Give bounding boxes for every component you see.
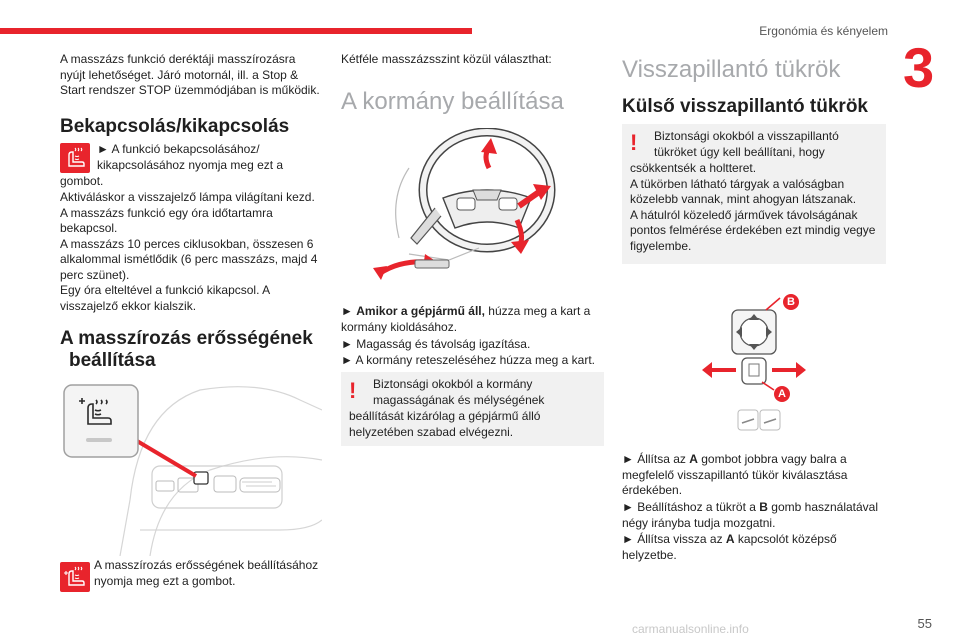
- seat-massage-illustration: [60, 380, 322, 556]
- intensity-caption-line2: nyomja meg ezt a gombot.: [94, 574, 236, 588]
- step3-text-c: kapcsolót középső helyzetbe.: [622, 532, 837, 562]
- step3-key: A: [725, 532, 735, 546]
- mirror-step1: [622, 452, 888, 499]
- note-line1: Biztonsági okokból a visszapillantó: [654, 129, 839, 143]
- massage-seat-icon: [60, 562, 90, 592]
- step-marker: ►: [341, 304, 353, 318]
- external-mirrors-heading: Külső visszapillantó tükrök: [622, 96, 868, 117]
- step1-rest: húzza meg a kart a kormány kioldásához.: [341, 304, 591, 334]
- step3-text-a: ► Állítsa vissza az: [622, 532, 726, 546]
- onoff-line1: ► A funkció bekapcsolásához/: [97, 142, 260, 156]
- steering-step3: ► A kormány reteszeléséhez húzza meg a kart.: [341, 353, 595, 367]
- massage-seat-icon: [60, 143, 90, 173]
- note-line1: Biztonsági okokból a kormány: [373, 377, 533, 391]
- mirror-control-illustration: [702, 290, 882, 440]
- intensity-heading-line2: beállítása: [69, 350, 156, 371]
- note-rest: csökkentsék a holtteret. A tükörben látható tárgyak a valóságban közelebb vannak, mint ahogyan látszanak. A hátulról közeledő járművek távolságának pontos felmérése érdekében ezt mindig vegye figyelembe.: [630, 161, 876, 253]
- chapter-number: 3: [903, 36, 935, 99]
- massage-intro: A masszázs funkció deréktáji masszírozásra nyújt lehetőséget. Járó motornál, ill. a Stop & Start rendszer STOP üzemmódjában is működik.: [60, 52, 320, 97]
- note-rest: beállítását kizárólag a gépjármű álló helyzetében szabad elvégezni.: [349, 409, 541, 439]
- label-a-badge: A: [774, 386, 790, 402]
- mirrors-heading: Visszapillantó tükrök: [622, 56, 841, 83]
- steering-step1: [341, 304, 604, 335]
- steering-step2: ► Magasság és távolság igazítása.: [341, 337, 531, 351]
- step1-bold: Amikor a gépjármű áll,: [356, 304, 485, 318]
- label-b-badge: B: [783, 294, 799, 310]
- note-line2: magasságának és mélységének: [373, 393, 545, 407]
- step1-text-a: ► Állítsa az: [622, 452, 690, 466]
- steering-wheel-illustration: [369, 128, 579, 282]
- step1-key: A: [689, 452, 698, 466]
- mirror-step3: [622, 532, 888, 563]
- step2-text-a: ► Beállításhoz a tükröt a: [622, 500, 760, 514]
- onoff-description: Aktiváláskor a visszajelző lámpa világítani kezd. A masszázs funkció egy óra időtartamra bekapcsol. A masszázs 10 perces ciklusokban, összesen 6 alkalommal ismétlődik (6 perc masszázs, majd 4 perc szünet). Egy óra elteltével a funkció kikapcsol. A visszajelző ekkor kialszik.: [60, 190, 318, 313]
- intensity-caption-line1: A masszírozás erősségének beállításához: [94, 558, 319, 572]
- onoff-line3: gombot.: [60, 174, 104, 188]
- page-number: 55: [917, 616, 932, 631]
- massage-levels-intro: Kétféle masszázsszint közül választhat:: [341, 52, 552, 66]
- mirror-step2: [622, 500, 888, 531]
- onoff-heading: Bekapcsolás/kikapcsolás: [60, 116, 290, 137]
- onoff-line2: kikapcsolásához nyomja meg ezt a: [97, 158, 284, 172]
- steering-safety-note: [341, 372, 604, 446]
- warning-exclamation-icon: !: [349, 378, 357, 403]
- step2-text-c: gomb használatával négy irányba tudja mozgatni.: [622, 500, 879, 530]
- step1-text-c: gombot jobbra vagy balra a megfelelő visszapillantó tükör kiválasztása érdekében.: [622, 452, 848, 497]
- warning-exclamation-icon: !: [630, 130, 638, 155]
- header-accent-bar: [0, 28, 472, 34]
- step2-key: B: [759, 500, 768, 514]
- mirrors-safety-note: [622, 124, 886, 264]
- intensity-heading-line1: A masszírozás erősségének: [60, 328, 313, 349]
- note-line2: tükröket úgy kell beállítani, hogy: [654, 145, 825, 159]
- steering-heading: A kormány beállítása: [341, 88, 564, 115]
- watermark: carmanualsonline.info: [632, 622, 749, 636]
- section-title: Ergonómia és kényelem: [759, 24, 888, 38]
